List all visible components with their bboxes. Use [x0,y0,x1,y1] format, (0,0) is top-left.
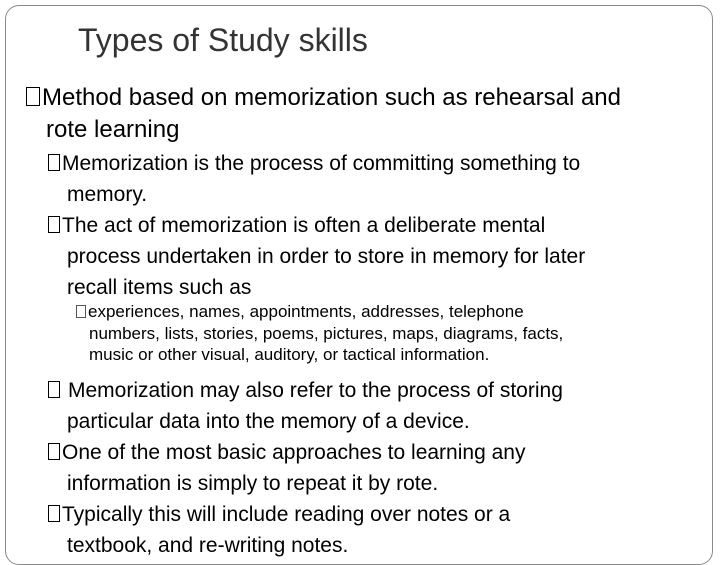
square-bullet-icon [48,216,60,233]
square-bullet-icon [48,154,60,171]
bullet-text: The act of memorization is often a deliberate mental [62,214,546,237]
bullet-text: Typically this will include reading over notes or a [62,503,511,526]
bullet-text: Memorization is the process of committing something to [62,152,581,175]
bullet-line [48,375,563,406]
bullet-text: Memorization may also refer to the process of storing [68,379,563,402]
bullet-line [48,530,510,561]
bullet-sub-act-of-memorization [48,210,585,303]
bullet-line [76,323,563,345]
bullet-text: process undertaken in order to store in memory for later [67,245,586,268]
square-bullet-icon [48,443,60,460]
square-bullet-icon [48,505,60,522]
bullet-text: experiences, names, appointments, addresses, telephone [88,302,524,321]
bullet-sub-device-memory [48,375,563,437]
bullet-line [48,210,585,241]
bullet-line [48,406,563,437]
bullet-line [48,148,580,179]
bullet-line [48,468,525,499]
bullet-text: recall items such as [67,276,252,299]
bullet-line [76,344,563,366]
bullet-subsub-examples [76,301,563,366]
square-bullet-icon [48,381,60,398]
square-bullet-icon [26,87,40,106]
bullet-line [48,241,585,272]
bullet-text: memory. [67,183,148,206]
bullet-text: rote learning [46,116,180,143]
bullet-line [48,499,510,530]
bullet-sub-rote-approach [48,437,525,499]
bullet-main [26,82,621,146]
bullet-text: particular data into the memory of a device. [67,410,470,433]
bullet-line [48,179,580,210]
square-bullet-icon [76,305,86,318]
bullet-line [26,114,621,146]
bullet-line [26,82,621,114]
slide-title: Types of Study skills [78,22,368,58]
bullet-text: Method based on memorization such as rehearsal and [42,84,621,111]
bullet-text: music or other visual, auditory, or tactical information. [89,345,490,364]
bullet-text: numbers, lists, stories, poems, pictures, maps, diagrams, facts, [89,323,564,343]
bullet-text: One of the most basic approaches to learning any [62,441,526,464]
bullet-line [48,272,585,303]
bullet-text: information is simply to repeat it by rote. [67,472,439,495]
bullet-line [76,301,563,323]
bullet-text: textbook, and re-writing notes. [67,534,349,557]
bullet-line [48,437,525,468]
bullet-sub-memorization-definition [48,148,580,210]
bullet-sub-typical-rote [48,499,510,561]
